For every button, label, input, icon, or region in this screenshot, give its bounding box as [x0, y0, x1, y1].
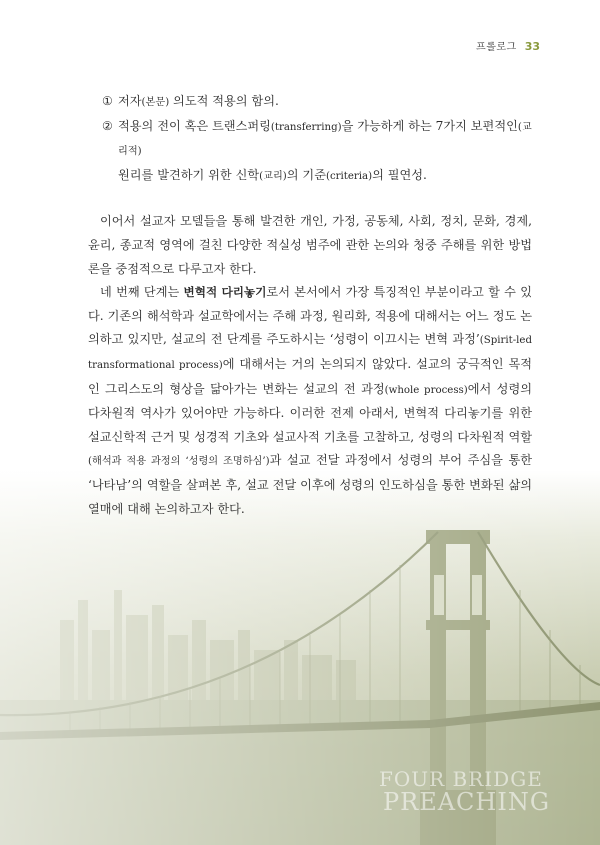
list-item: ② 적용의 전이 혹은 트랜스퍼링(transferring)을 가능하게 하는 7가지 보편적인(교리적) 원리를 발견하기 위한 신학(교리)의 기준(criteria)의 필연성. [88, 115, 532, 189]
emphasis-text: 변혁적 다리놓기 [183, 285, 267, 300]
list-marker: ② [102, 118, 113, 133]
page-number: 33 [524, 40, 540, 53]
body-text [88, 90, 532, 521]
numbered-list [88, 90, 532, 188]
running-header [476, 38, 540, 53]
list-item: ① 저자(본문) 의도적 적용의 함의. [88, 90, 532, 115]
paragraph: 네 번째 단계는 변혁적 다리놓기로서 본서에서 가장 특징적인 부분이라고 할 수 있다. 기존의 해석학과 설교학에서는 주해 과정, 원리화, 적용에 대해서는 어느 정도 논의하고 있지만, 설교의 전 단계를 주도하시는 ‘성령이 이끄시는 변혁 과정’(Spirit-led transformational process)에 대해서는 거의 논의되지 않았다. 설교의 궁극적인 목적인 그리스도의 형상을 닮아가는 변화는 설교의 전 과정(whole process)에서 성령의 다차원적 역사가 있어야만 가능하다. 이러한 전제 아래서, 변혁적 다리놓기를 위한 설교신학적 근거 및 성경적 기초와 설교사적 기초를 고찰하고, 성령의 다차원적 역할(해석과 적용 과정의 ‘성령의 조명하심’)과 설교 전달 과정에서 성령의 부어 주심을 통한 ‘나타남’의 역할을 살펴본 후, 설교 전달 이후에 성령의 인도하심을 통한 변화된 삶의 열매에 대해 논의하고자 한다. [88, 285, 532, 516]
section-title: 프롤로그 [476, 42, 517, 53]
list-marker: ① [102, 94, 113, 108]
paragraph: 이어서 설교자 모델들을 통해 발견한 개인, 가정, 공동체, 사회, 정치, 문화, 경제, 윤리, 종교적 영역에 걸친 다양한 적실성 범주에 관한 논의와 청중 주해를 위한 방법론을 중점적으로 다루고자 한다. [88, 214, 532, 276]
book-title-watermark: FOUR BRIDGE PREACHING [378, 766, 550, 816]
